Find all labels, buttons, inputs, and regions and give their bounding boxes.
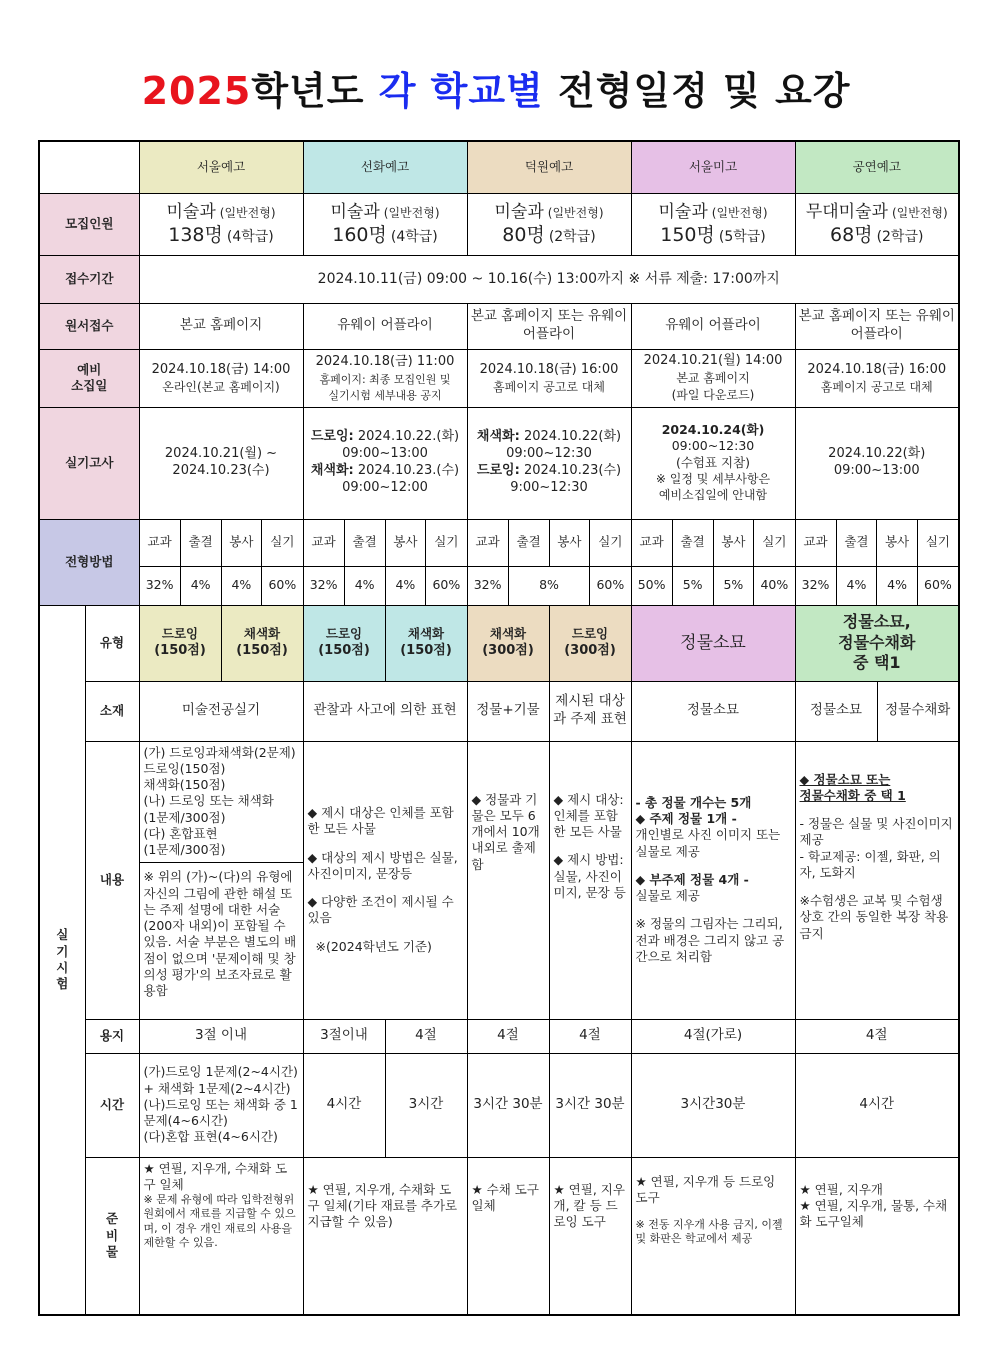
- prelim-label: 예비 소집일: [39, 349, 139, 407]
- time-gongyeon: 4시간: [795, 1053, 959, 1157]
- school-header-seoul: 서울예고: [139, 141, 303, 193]
- method-label: 전형방법: [39, 519, 139, 605]
- recruit-dukwon: 미술과 (일반전형) 80명 (2학급): [467, 193, 631, 255]
- type-misul: 정물소묘: [631, 605, 795, 681]
- content-dukwon-b: ◆ 제시 대상: 인체를 포함한 모든 사물 ◆ 제시 방법: 실물, 사진이미지, 문장 등: [549, 741, 631, 1019]
- subject-row: [39, 681, 959, 741]
- header-row: [39, 141, 959, 193]
- period-row: [39, 255, 959, 303]
- method-head-seoul: 교과 출결 봉사 실기: [139, 519, 303, 566]
- time-dukwon-b: 3시간 30분: [549, 1053, 631, 1157]
- prelim-sunhwa: 2024.10.18(금) 11:00 홈페이지: 최종 모집인원 및 실기시험 세부내용 공지: [303, 349, 467, 407]
- period-label: 접수기간: [39, 255, 139, 303]
- method-head-gongyeon: 교과 출결 봉사 실기: [795, 519, 959, 566]
- exam-sunhwa: 드로잉: 2024.10.22.(화) 09:00~13:00 채색화: 2024.10.23.(수) 09:00~12:00: [303, 407, 467, 519]
- method-head-sunhwa: 교과 출결 봉사 실기: [303, 519, 467, 566]
- subject-label: 소재: [85, 681, 139, 741]
- prep-misul: ★ 연필, 지우개 등 드로잉 도구 ※ 전동 지우개 사용 금지, 이젤 및 화판은 학교에서 제공: [631, 1157, 795, 1315]
- prelim-seoul: 2024.10.18(금) 14:00 온라인(본교 홈페이지): [139, 349, 303, 407]
- content-label: 내용: [85, 741, 139, 1019]
- subject-seoul: 미술전공실기: [139, 681, 303, 741]
- recruit-gongyeon: 무대미술과 (일반전형) 68명 (2학급): [795, 193, 959, 255]
- paper-label: 용지: [85, 1019, 139, 1053]
- apply-gongyeon: 본교 홈페이지 또는 유웨이 어플라이: [795, 303, 959, 349]
- prep-seoul: ★ 연필, 지우개, 수채화 도구 일체 ※ 문제 유형에 따라 입학전형위원회에서 재료를 지급할 수 있으며, 이 경우 개인 재료의 사용을 제한할 수 있음.: [139, 1157, 303, 1315]
- type-gongyeon: 정물소묘, 정물수채화 중 택1: [795, 605, 959, 681]
- title-part3: 전형일정 및 요강: [543, 69, 851, 113]
- paper-sunhwa-a: 3절이내: [303, 1019, 385, 1053]
- time-misul: 3시간30분: [631, 1053, 795, 1157]
- prelim-row: [39, 349, 959, 407]
- type-sunhwa-drawing: 드로잉 (150점): [303, 605, 385, 681]
- apply-misul: 유웨이 어플라이: [631, 303, 795, 349]
- method-val-seoul: 32% 4% 4% 60%: [139, 566, 303, 605]
- time-label: 시간: [85, 1053, 139, 1157]
- method-head-misul: 교과 출결 봉사 실기: [631, 519, 795, 566]
- type-label: 유형: [85, 605, 139, 681]
- corner-cell: [39, 141, 139, 193]
- exam-misul: 2024.10.24(화) 09:00~12:30 (수험표 지참) ※ 일정 및 세부사항은 예비소집일에 안내함: [631, 407, 795, 519]
- content-sunhwa: ◆ 제시 대상은 인체를 포함한 모든 사물 ◆ 대상의 제시 방법은 실물, 사진이미지, 문장등 ◆ 다양한 조건이 제시될 수 있음 ※(2024학년도 기준): [303, 741, 467, 1019]
- subject-gongyeon-b: 정물수채화: [877, 681, 959, 741]
- time-sunhwa-b: 3시간: [385, 1053, 467, 1157]
- prelim-misul: 2024.10.21(월) 14:00 본교 홈페이지 (파일 다운로드): [631, 349, 795, 407]
- admission-table: [38, 140, 960, 1316]
- recruit-seoul: 미술과 (일반전형) 138명 (4학급): [139, 193, 303, 255]
- paper-gongyeon: 4절: [795, 1019, 959, 1053]
- type-dukwon-drawing: 드로잉 (300점): [549, 605, 631, 681]
- method-head-dukwon: 교과 출결 봉사 실기: [467, 519, 631, 566]
- method-val-dukwon: 32% 8% 60%: [467, 566, 631, 605]
- title-part1: 학년도: [251, 69, 379, 113]
- paper-seoul: 3절 이내: [139, 1019, 303, 1053]
- school-header-sunhwa: 선화예고: [303, 141, 467, 193]
- exam-gongyeon: 2024.10.22(화) 09:00~13:00: [795, 407, 959, 519]
- page-title: [0, 60, 992, 115]
- title-part2: 각 학교별: [378, 69, 544, 113]
- type-dukwon-painting: 채색화 (300점): [467, 605, 549, 681]
- apply-label: 원서접수: [39, 303, 139, 349]
- prep-label: 준 비 물: [85, 1157, 139, 1315]
- exam-seoul: 2024.10.21(월) ~ 2024.10.23(수): [139, 407, 303, 519]
- apply-seoul: 본교 홈페이지: [139, 303, 303, 349]
- prep-dukwon-b: ★ 연필, 지우개, 칼 등 드로잉 도구: [549, 1157, 631, 1315]
- paper-sunhwa-b: 4절: [385, 1019, 467, 1053]
- prep-sunhwa: ★ 연필, 지우개, 수채화 도구 일체(기타 재료를 추가로 지급할 수 있음): [303, 1157, 467, 1315]
- type-seoul-drawing: 드로잉 (150점): [139, 605, 221, 681]
- method-val-gongyeon: 32% 4% 4% 60%: [795, 566, 959, 605]
- paper-row: [39, 1019, 959, 1053]
- time-sunhwa-a: 4시간: [303, 1053, 385, 1157]
- method-header-row: [39, 519, 959, 566]
- recruit-label: 모집인원: [39, 193, 139, 255]
- type-seoul-painting: 채색화 (150점): [221, 605, 303, 681]
- school-header-gongyeon: 공연예고: [795, 141, 959, 193]
- prelim-gongyeon: 2024.10.18(금) 16:00 홈페이지 공고로 대체: [795, 349, 959, 407]
- exam-dukwon: 채색화: 2024.10.22(화) 09:00~12:30 드로잉: 2024.10.23(수) 9:00~12:30: [467, 407, 631, 519]
- time-dukwon-a: 3시간 30분: [467, 1053, 549, 1157]
- recruit-misul: 미술과 (일반전형) 150명 (5학급): [631, 193, 795, 255]
- time-seoul: (가)드로잉 1문제(2~4시간) + 채색화 1문제(2~4시간) (나)드로잉 또는 채색화 중 1문제(4~6시간) (다)혼합 표현(4~6시간): [139, 1053, 303, 1157]
- prep-gongyeon: ★ 연필, 지우개 ★ 연필, 지우개, 물통, 수채화 도구일체: [795, 1157, 959, 1315]
- exam-row: [39, 407, 959, 519]
- paper-misul: 4절(가로): [631, 1019, 795, 1053]
- paper-dukwon-a: 4절: [467, 1019, 549, 1053]
- type-sunhwa-painting: 채색화 (150점): [385, 605, 467, 681]
- subject-misul: 정물소묘: [631, 681, 795, 741]
- apply-dukwon: 본교 홈페이지 또는 유웨이 어플라이: [467, 303, 631, 349]
- recruit-sunhwa: 미술과 (일반전형) 160명 (4학급): [303, 193, 467, 255]
- content-gongyeon: ◆ 정물소묘 또는 정물수채화 중 택 1 - 정물은 실물 및 사진이미지 제공 - 학교제공: 이젤, 화판, 의자, 도화지 ※수험생은 교복 및 수험생 상호 간의 동일한 복장 착용 금지: [795, 741, 959, 1019]
- title-year: 2025: [141, 69, 252, 113]
- prelim-dukwon: 2024.10.18(금) 16:00 홈페이지 공고로 대체: [467, 349, 631, 407]
- period-value: 2024.10.11(금) 09:00 ~ 10.16(수) 13:00까지 ※ 서류 제출: 17:00까지: [139, 255, 959, 303]
- content-dukwon-a: ◆ 정물과 기물은 모두 6개에서 10개 내외로 출제함: [467, 741, 549, 1019]
- school-header-misul: 서울미고: [631, 141, 795, 193]
- method-val-misul: 50% 5% 5% 40%: [631, 566, 795, 605]
- prep-row: [39, 1157, 959, 1315]
- content-seoul: (가) 드로잉과채색화(2문제) 드로잉(150점) 채색화(150점) (나) 드로잉 또는 채색화 (1문제/300점) (다) 혼합표현 (1문제/300점) ※ 위의 (가)~(다)의 유형에 자신의 그림에 관한 해설 또는 주제 설명에 대한 서술(200자 내외)이 포함될 수 있음. 서술 부분은 별도의 배점이 없으며 '문제이해 및 창의성 평가'의 보조자료로 활용함: [139, 741, 303, 1019]
- subject-dukwon-b: 제시된 대상과 주제 표현: [549, 681, 631, 741]
- time-row: [39, 1053, 959, 1157]
- practical-label: 실 기 시 험: [39, 605, 85, 1315]
- prep-dukwon-a: ★ 수채 도구 일체: [467, 1157, 549, 1315]
- exam-label: 실기고사: [39, 407, 139, 519]
- method-value-row: [39, 566, 959, 605]
- recruit-row: [39, 193, 959, 255]
- type-row: [39, 605, 959, 681]
- paper-dukwon-b: 4절: [549, 1019, 631, 1053]
- method-val-sunhwa: 32% 4% 4% 60%: [303, 566, 467, 605]
- apply-row: [39, 303, 959, 349]
- subject-dukwon-a: 정물+기물: [467, 681, 549, 741]
- school-header-dukwon: 덕원예고: [467, 141, 631, 193]
- subject-sunhwa: 관찰과 사고에 의한 표현: [303, 681, 467, 741]
- content-row: [39, 741, 959, 1019]
- content-misul: - 총 정물 개수는 5개 ◆ 주제 정물 1개 - 개인별로 사진 이미지 또는 실물로 제공 ◆ 부주제 정물 4개 - 실물로 제공 ※ 정물의 그림자는 그리되, 전과 배경은 그리지 않고 공간으로 처리함: [631, 741, 795, 1019]
- subject-gongyeon-a: 정물소묘: [795, 681, 877, 741]
- apply-sunhwa: 유웨이 어플라이: [303, 303, 467, 349]
